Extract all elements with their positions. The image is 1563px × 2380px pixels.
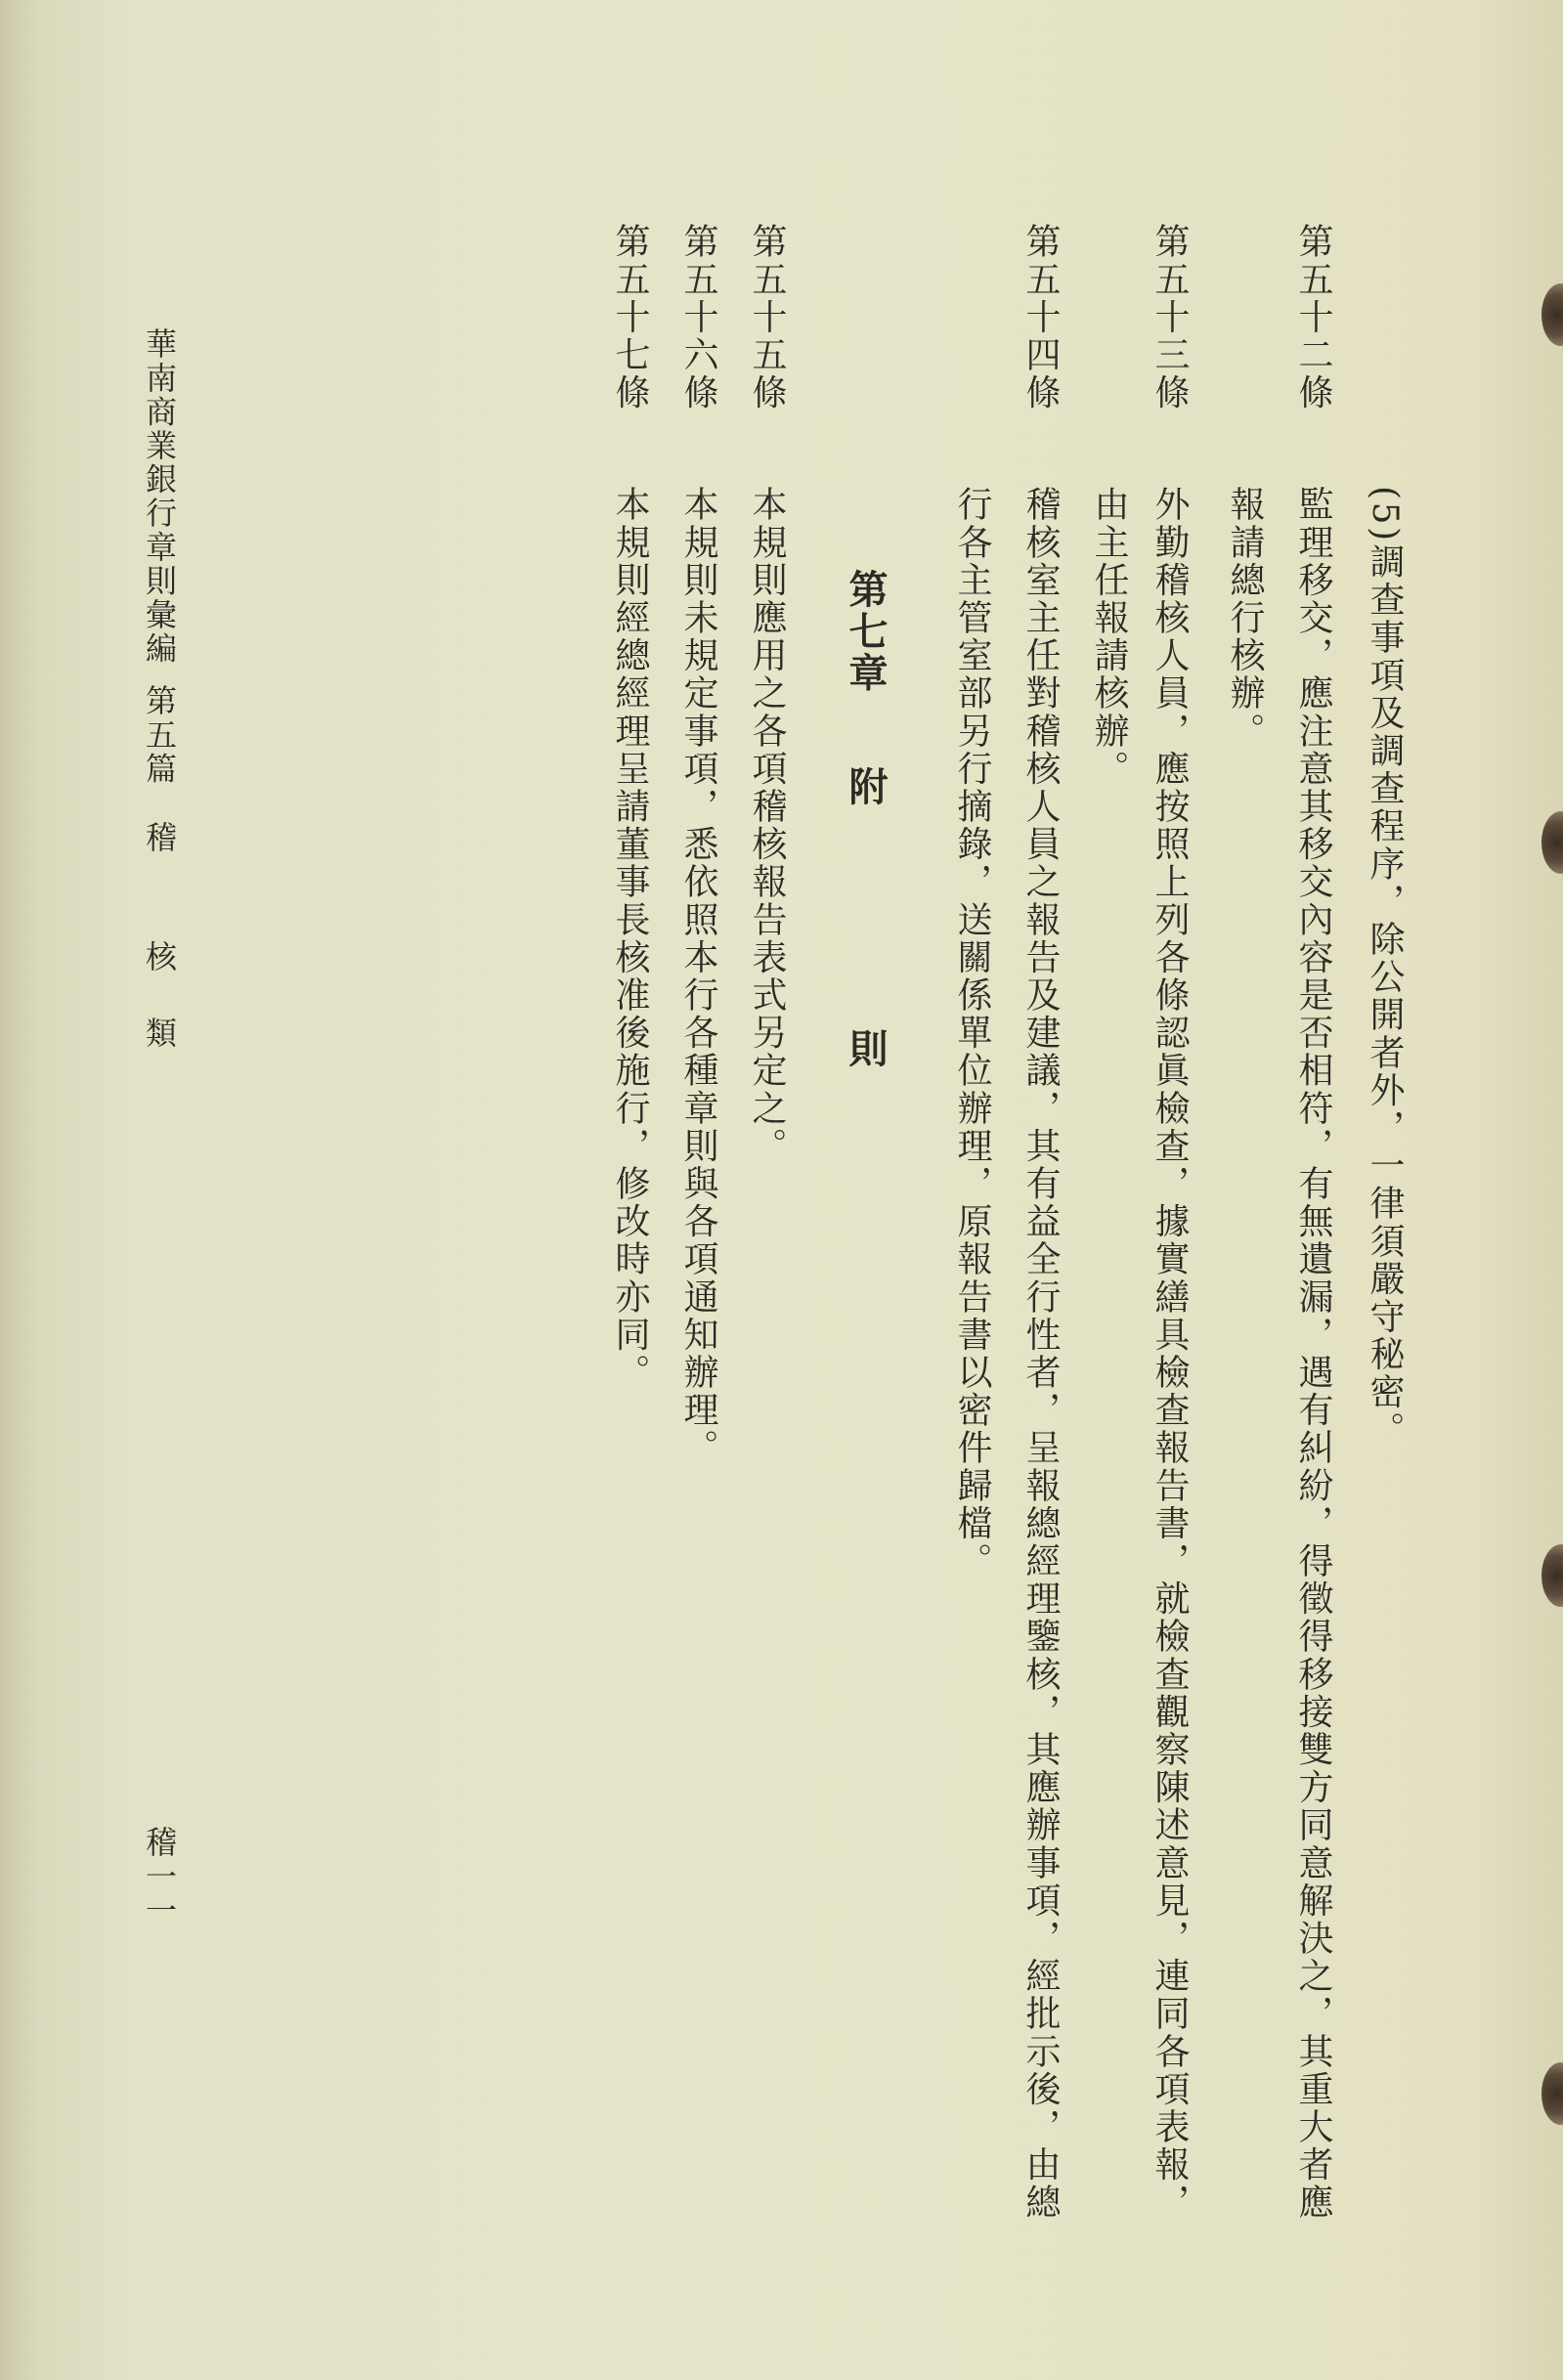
- binding-hole: [1541, 1544, 1563, 1607]
- article-57-label: 第五十七條: [610, 223, 650, 411]
- chapter-number: 第七章: [843, 569, 889, 694]
- article-56-line-1: 本規則未規定事項，悉依照本行各種章則與各項通知辦理。: [678, 486, 718, 1467]
- page-number: 稽一一: [141, 1826, 178, 1927]
- article-55-line-1: 本規則應用之各項稽核報告表式另定之。: [747, 486, 787, 1165]
- article-52-label: 第五十二條: [1293, 223, 1333, 411]
- binding-hole: [1541, 283, 1563, 346]
- article-52-line-2: 報請總行核辦。: [1225, 486, 1265, 751]
- category-char-2: 核: [141, 940, 178, 974]
- category-char-1: 稽: [141, 821, 178, 855]
- article-57-line-1: 本規則經總經理呈請董事長核准後施行，修改時亦同。: [610, 486, 650, 1392]
- article-53-line-1: 外勤稽核人員，應按照上列各條認眞檢查，據實繕具檢查報告書，就檢查觀察陳述意見，連同各項表報，: [1150, 486, 1190, 2222]
- article-54-line-1: 稽核室主任對稽核人員之報告及建議，其有益全行性者，呈報總經理鑒核，其應辦事項，經批示後，由總: [1020, 486, 1061, 2222]
- article-51-item-5: (5)調查事項及調查程序，除公開者外，一律須嚴守秘密。: [1365, 486, 1405, 1450]
- chapter-title-2: 則: [843, 1028, 889, 1070]
- article-54-label: 第五十四條: [1020, 223, 1061, 411]
- category-char-3: 類: [141, 1017, 178, 1051]
- chapter-title-1: 附: [843, 766, 889, 808]
- article-53-line-2: 由主任報請核辦。: [1089, 486, 1129, 788]
- article-53-label: 第五十三條: [1150, 223, 1190, 411]
- binding-hole: [1541, 811, 1563, 874]
- article-54-line-2: 行各主管室部另行摘錄，送關係單位辦理，原報告書以密件歸檔。: [952, 486, 992, 1580]
- part-label: 第五篇: [141, 684, 178, 786]
- article-56-label: 第五十六條: [678, 223, 718, 411]
- binding-hole: [1541, 2062, 1563, 2125]
- book-title: 華南商業銀行章則彙編: [141, 327, 178, 666]
- article-55-label: 第五十五條: [747, 223, 787, 411]
- article-52-line-1: 監理移交，應注意其移交內容是否相符，有無遺漏，遇有糾紛，得徵得移接雙方同意解決之，其重大者應: [1293, 486, 1333, 2222]
